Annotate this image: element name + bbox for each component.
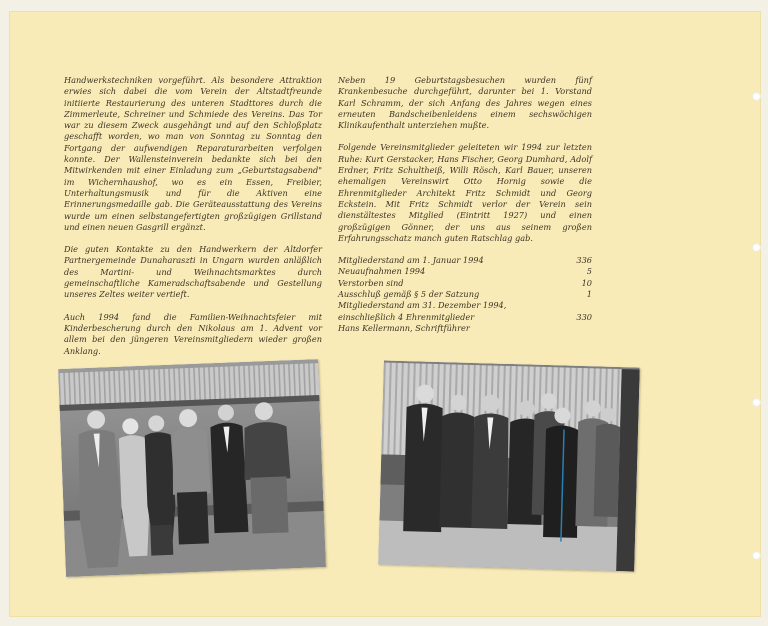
stat-row [338,266,592,277]
stat-row [338,278,592,289]
left-paragraph-1: Handwerkstechniken vorgeführt. Als besondere Attraktion erwies sich dabei die vom Verein der Altstadtfreunde initiierte Restaurierung des unteren Stadttores durch die Zimmerleute, Schreiner und Schmiede des Vereins. Das Tor war zu diesem Zweck ausgehängt und auf den Schloßplatz geschafft worden, wo man von Sonntag zu Sonntag den Fortgang der aufwendigen Reparaturarbeiten verfolgen konnte. Der Wallensteinverein bedankte sich bei den Mitwirkenden mit einer Einladung zum „Geburtstagsabend" im Wichernhaushof, wo es ein Essen, Freibier, Unterhaltungsmusik und für die Aktiven eine Erinnerungsmedaille gab. Die Geräteausstattung des Vereins wurde um einen selbstangefertigten großzügigen Grillstand und einen neuen Gasgrill ergänzt. [64,75,322,232]
left-paragraph-3: Auch 1994 fand die Familien-Weihnachtsfeier mit Kinderbescherung durch den Nikolaus am 1. Advent vor allem bei den jüngeren Vereinsmitgliedern wieder großen Anklang. [64,311,322,356]
group-photo-right-image [378,360,640,571]
stat-row [338,300,592,311]
group-photo-right [378,360,640,571]
stat-value: 10 [581,277,592,288]
stat-label: Mitgliederstand am 31. Dezember 1994, [338,300,507,311]
punch-hole-lower [752,398,761,407]
right-paragraph-2: Folgende Vereinsmitglieder geleiteten wir 1994 zur letzten Ruhe: Kurt Gerstacker, Hans Fischer, Georg Dumhard, Adolf Erdner, Fritz Schultheiß, Willi Rösch, Karl Bauer, unseren ehemaligen Vereinswirt Otto Hornig sowie die Ehrenmitglieder Architekt Fritz Schmidt und Georg Eckstein. Mit Fritz Schmidt verlor der Verein sein dienstältestes Mitglied (Eintritt 1927) und einen großzügigen Gönner, der uns aus seinem großen Erfahrungsschatz manch guten Ratschlag gab. [338,142,592,243]
group-photo-left [58,359,326,577]
stat-value: 330 [576,311,592,322]
group-photo-left-image [58,359,326,577]
signature: Hans Kellermann, Schriftführer [338,322,470,333]
stat-value: 5 [586,266,592,277]
membership-stats [338,255,592,334]
punch-hole-top [752,92,761,101]
stat-value [570,300,592,311]
stat-label: einschließlich 4 Ehrenmitglieder [338,311,475,322]
stat-row [338,289,592,300]
stat-label: Verstorben sind [338,277,404,288]
stat-value: 336 [576,255,592,266]
stat-label: Mitgliederstand am 1. Januar 1994 [338,255,484,266]
left-text-column [64,75,322,368]
stat-label: Ausschluß gemäß § 5 der Satzung [338,289,480,300]
punch-hole-middle [752,243,761,252]
stat-value: 1 [586,289,592,300]
left-paragraph-2: Die guten Kontakte zu den Handwerkern der Altdorfer Partnergemeinde Dunaharaszti in Ungarn wurden anläßlich des Martini- und Weihnachtsmarktes durch gemeinschaftliche Kameradschaftsabende und Gestellung unseres Zeltes weiter vertieft. [64,244,322,300]
stat-label: Neuaufnahmen 1994 [338,266,426,277]
stat-row [338,312,592,323]
right-paragraph-1: Neben 19 Geburtstagsbesuchen wurden fünf Krankenbesuche durchgeführt, darunter bei 1. Vorstand Karl Schramm, der sich Anfang des Jahres wegen eines erneuten Bandscheibenleidens einem sechswöchigen Klinikaufenthalt unterziehen mußte. [338,75,592,131]
stat-row [338,255,592,266]
punch-hole-bottom [752,551,761,560]
right-text-column [338,75,592,334]
